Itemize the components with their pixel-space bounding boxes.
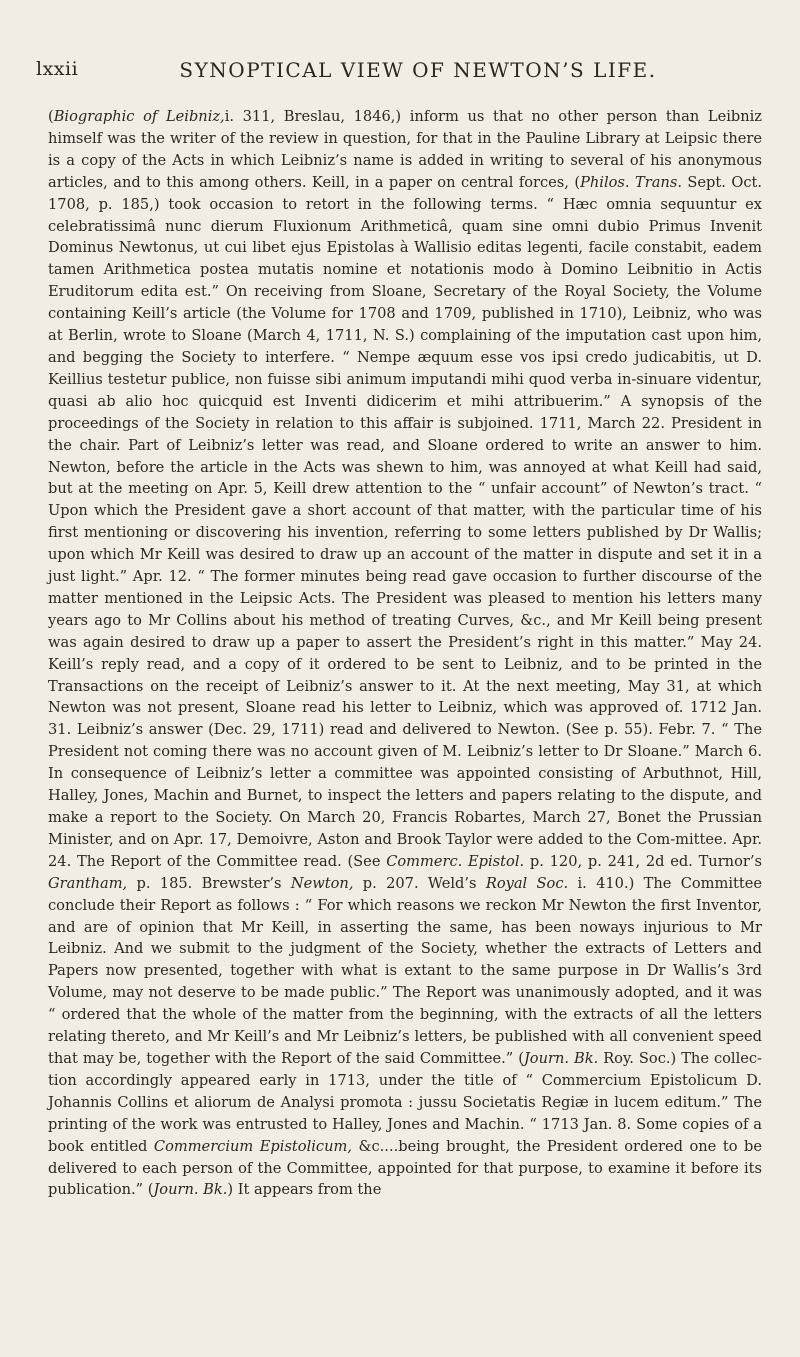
body-text-run: Sept. Oct. 1708, p. 185,) took occasion to retort in the following terms. “ Hæc omnia sequuntur ex celebratissimâ nunc dierum Fluxionum Arithmeticâ, quam sine omni dubio Primus Invenit Dominus Newtonus, ut cui libet ejus Epistolas à Wallisio editas legenti, facile constabit, eadem tamen Arithmetica postea mutatis nomine et notationis modo à Domino Leibnitio in Actis Eruditorum edita est.” On receiving from Sloane, Secretary of the Royal Society, the Volume containing Keill’s article (the Volume for 1708 and 1709, published in 1710), Leibniz, who was at Berlin, wrote to Sloane (March 4, 1711, N. S.) complaining of the imputation cast upon him, and begging the Society to interfere. “ Nempe æquum esse vos ipsi credo judicabitis, ut D. Keillius testetur publice, non fuisse sibi animum imputandi mihi quod verba in-sinuare videntur, quasi ab alio hoc quicquid est Inventi didicerim et mihi attribuerim.” A synopsis of the proceedings of the Society in relation to this affair is subjoined. 1711, March 22. President in the chair. Part of Leibniz’s letter was read, and Sloane ordered to write an answer to him. Newton, before the article in the Acts was shewn to him, was annoyed at what Keill had said, but at the meeting on Apr. 5, Keill drew attention to the “ unfair account” of Newton’s tract. “ Upon which the President gave a short account of that matter, with the particular time of his first mentioning or discovering his invention, referring to some letters published by Dr Wallis; upon which Mr Keill was desired to draw up an account of the matter in dispute and set it in a just light.” Apr. 12. “ The former minutes being read gave occasion to further discourse of the matter mentioned in the Leipsic Acts. The President was pleased to mention his letters many years ago to Mr Collins about his method of treating Curves, &c., and Mr Keill being present was again desired to draw up a paper to assert the President’s right in this matter.” May 24. Keill’s reply read, and a copy of it ordered to be sent to Leibniz, and to be printed in the Transactions on the receipt of Leibniz’s answer to it. At the next meeting, May 31, at which Newton was not present, Sloane read his letter to Leibniz, which was approved of. 1712 Jan. 31. Leibniz’s answer (Dec. 29, 1711) read and delivered to Newton. (See p. 55). Febr. 7. “ The President not coming there was no account given of M. Leibniz’s letter to Dr Sloane.” March 6. In consequence of Leibniz’s letter a committee was appointed consisting of Arbuthnot, Hill, Halley, Jones, Machin and Burnet, to inspect the letters and papers relating to the dispute, and make a report to the Society. On March 20, Francis Robartes, March 27, Bonet the Prussian Minister, and on Apr. 17, Demoivre, Aston and Brook Taylor were added to the Com-mittee. Apr. 24. The Report of the Committee read. (See bbox=[48, 173, 767, 870]
italic-citation-text: Journ. Bk. bbox=[153, 1181, 228, 1199]
page-header bbox=[36, 58, 760, 88]
italic-citation-text: Commerc. Epistol. bbox=[386, 852, 525, 870]
italic-citation-text: Grantham, bbox=[48, 874, 128, 892]
running-title: SYNOPTICAL VIEW OF NEWTON’S LIFE. bbox=[179, 58, 657, 82]
body-text-run: p. 120, p. 241, 2d ed. Turnor’s bbox=[524, 852, 767, 870]
body-text-run: i. 410.) The Committee conclude their Report as follows : “ For which reasons we reckon Mr Newton the first Inventor, and are of opinion that Mr Keill, in asserting the same, has been noways injurious to Mr Leibniz. And we submit to the judgment of the Society, whether the extracts of Letters and Papers now presented, together with what is extant to the same purpose in Dr Wallis’s 3rd Volume, may not deserve to be made public.” The Report was unanimously adopted, and it was “ ordered that the whole of the matter from the beginning, with the extracts of all the letters relating thereto, and Mr Keill’s and Mr Leibniz’s letters, be published with all convenient speed that may be, together with the Report of the said Committee.” ( bbox=[48, 874, 767, 1067]
body-text-run: i. 311, Breslau, 1846,) inform us that no other person than Leibniz himself was the writer of the review in question, for that in the Pauline Library at Leipsic there is a copy of the Acts in which Leibniz’s name is added in writing to several of his anonymous articles, and to this among others. Keill, in a paper on central forces, ( bbox=[48, 108, 767, 191]
body-text-run: &c....being brought, the President ordered one to be delivered to each person of the Committee, appointed for that purpose, to examine it before its publication.” ( bbox=[48, 1137, 767, 1199]
italic-citation-text: Royal Soc. bbox=[485, 874, 569, 892]
italic-citation-text: Philos. Trans. bbox=[580, 173, 682, 191]
italic-citation-text: Newton, bbox=[290, 874, 354, 892]
italic-citation-text: Commercium Epistolicum, bbox=[153, 1137, 352, 1155]
italic-citation-text: Biographic of Leibniz, bbox=[53, 108, 225, 125]
italic-citation-text: Journ. Bk. bbox=[523, 1049, 599, 1067]
body-text bbox=[48, 106, 767, 1201]
body-text-run: p. 185. Brewster’s bbox=[127, 874, 291, 892]
body-paragraph bbox=[48, 106, 767, 1201]
body-text-run: Roy. Soc.) The collec-tion accordingly appeared early in 1713, under the title of “ Commercium Epistolicum D. Johannis Collins et aliorum de Analysi promota : jussu Societatis Regiæ in lucem editum.” The printing of the work was entrusted to Halley, Jones and Machin. “ 1713 Jan. 8. Some copies of a book entitled bbox=[48, 1049, 767, 1155]
body-text-run: p. 207. Weld’s bbox=[353, 874, 486, 892]
body-text-run: ) It appears from the bbox=[227, 1181, 382, 1199]
body-text-run: ( bbox=[48, 108, 54, 125]
page-number: lxxii bbox=[36, 58, 79, 80]
